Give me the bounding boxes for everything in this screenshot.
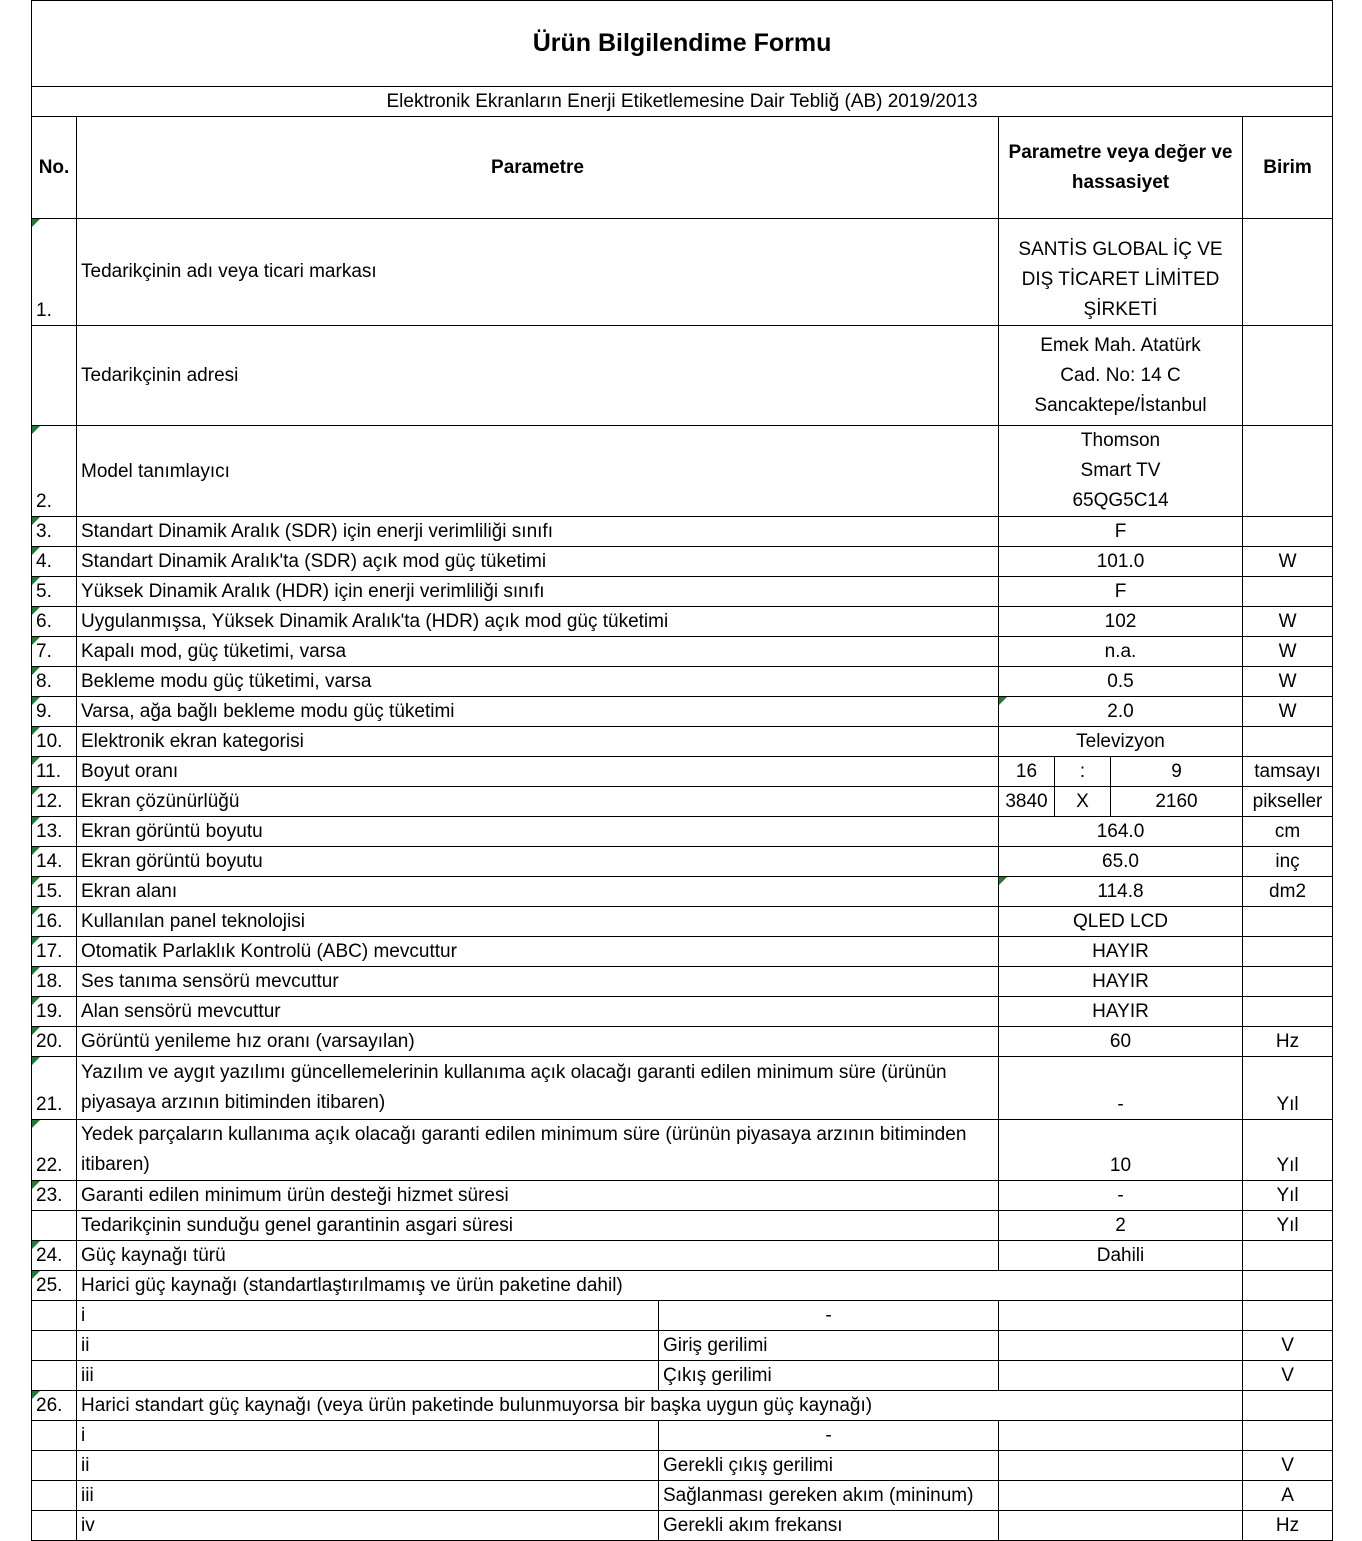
row-no bbox=[32, 1211, 77, 1241]
cell-marker bbox=[32, 697, 40, 705]
row-param: Elektronik ekran kategorisi bbox=[77, 727, 999, 757]
aspect-separator: : bbox=[1055, 757, 1111, 787]
row-unit: W bbox=[1243, 667, 1333, 697]
row-no-text: 9. bbox=[36, 701, 52, 722]
row-value: QLED LCD bbox=[999, 907, 1243, 937]
row-value: 2 bbox=[999, 1211, 1243, 1241]
row-no-text: 5. bbox=[36, 581, 52, 602]
row-unit bbox=[1243, 1391, 1333, 1421]
cell-marker bbox=[32, 577, 40, 585]
row-value: HAYIR bbox=[999, 997, 1243, 1027]
row-param: Ekran görüntü boyutu bbox=[77, 847, 999, 877]
row-no bbox=[32, 907, 77, 937]
row-value: - bbox=[999, 1057, 1243, 1120]
row-unit: V bbox=[1243, 1451, 1333, 1481]
cell-marker bbox=[32, 219, 40, 227]
sub-index: iii bbox=[77, 1481, 659, 1511]
row-value: 60 bbox=[999, 1027, 1243, 1057]
row-no-text: 23. bbox=[36, 1185, 63, 1206]
row-no-text: 7. bbox=[36, 641, 52, 662]
row-no bbox=[32, 1120, 77, 1181]
cell-marker bbox=[32, 1057, 40, 1065]
row-param: Tedarikçinin sunduğu genel garantinin asgari süresi bbox=[77, 1211, 999, 1241]
row-unit: A bbox=[1243, 1481, 1333, 1511]
row-unit: V bbox=[1243, 1331, 1333, 1361]
cell-marker bbox=[32, 1241, 40, 1249]
row-param: Standart Dinamik Aralık (SDR) için enerji verimliliği sınıfı bbox=[77, 517, 999, 547]
cell-marker bbox=[32, 727, 40, 735]
row-value: 101.0 bbox=[999, 547, 1243, 577]
cell-marker bbox=[32, 1027, 40, 1035]
row-param: Harici standart güç kaynağı (veya ürün paketinde bulunmuyorsa bir başka uygun güç kaynağı) bbox=[77, 1391, 1243, 1421]
sub-label: - bbox=[659, 1421, 999, 1451]
row-value: 102 bbox=[999, 607, 1243, 637]
row-param: Yedek parçaların kullanıma açık olacağı garanti edilen minimum süre (ürünün piyasaya arzının bitiminden itibaren) bbox=[77, 1120, 999, 1181]
aspect-height: 9 bbox=[1111, 757, 1243, 787]
row-unit bbox=[1243, 727, 1333, 757]
row-unit: Hz bbox=[1243, 1511, 1333, 1541]
row-value: F bbox=[999, 577, 1243, 607]
row-param: Otomatik Parlaklık Kontrolü (ABC) mevcuttur bbox=[77, 937, 999, 967]
row-param: Kullanılan panel teknolojisi bbox=[77, 907, 999, 937]
row-value: Thomson Smart TV 65QG5C14 bbox=[999, 426, 1243, 517]
cell-marker bbox=[32, 817, 40, 825]
sub-value bbox=[999, 1301, 1243, 1331]
row-value: Dahili bbox=[999, 1241, 1243, 1271]
resolution-separator: X bbox=[1055, 787, 1111, 817]
row-unit: Yıl bbox=[1243, 1211, 1333, 1241]
sub-label: Çıkış gerilimi bbox=[659, 1361, 999, 1391]
row-param: Alan sensörü mevcuttur bbox=[77, 997, 999, 1027]
row-no bbox=[32, 1271, 77, 1301]
row-no bbox=[32, 1511, 77, 1541]
sub-index: ii bbox=[77, 1451, 659, 1481]
row-param: Garanti edilen minimum ürün desteği hizmet süresi bbox=[77, 1181, 999, 1211]
row-no bbox=[32, 1301, 77, 1331]
row-param: Yüksek Dinamik Aralık (HDR) için enerji verimliliği sınıfı bbox=[77, 577, 999, 607]
sub-value bbox=[999, 1421, 1243, 1451]
row-no bbox=[32, 517, 77, 547]
row-unit: V bbox=[1243, 1361, 1333, 1391]
row-value: Emek Mah. Atatürk Cad. No: 14 C Sancaktepe/İstanbul bbox=[999, 326, 1243, 426]
row-value: 65.0 bbox=[999, 847, 1243, 877]
row-no-text: 13. bbox=[36, 821, 63, 842]
row-unit: Yıl bbox=[1243, 1181, 1333, 1211]
row-no-text: 8. bbox=[36, 671, 52, 692]
row-unit bbox=[1243, 577, 1333, 607]
row-param: Güç kaynağı türü bbox=[77, 1241, 999, 1271]
row-unit: Yıl bbox=[1243, 1120, 1333, 1181]
row-no bbox=[32, 1481, 77, 1511]
sub-index: iii bbox=[77, 1361, 659, 1391]
row-no bbox=[32, 1391, 77, 1421]
row-no-text: 10. bbox=[36, 731, 63, 752]
row-param: Kapalı mod, güç tüketimi, varsa bbox=[77, 637, 999, 667]
sub-index: i bbox=[77, 1301, 659, 1331]
row-no bbox=[32, 877, 77, 907]
sub-value bbox=[999, 1511, 1243, 1541]
cell-marker bbox=[32, 667, 40, 675]
row-no bbox=[32, 1057, 77, 1120]
row-unit bbox=[1243, 997, 1333, 1027]
row-value: 0.5 bbox=[999, 667, 1243, 697]
row-no-text: 3. bbox=[36, 521, 52, 542]
row-no bbox=[32, 667, 77, 697]
row-no-text: 12. bbox=[36, 791, 63, 812]
row-no bbox=[32, 547, 77, 577]
row-no bbox=[32, 326, 77, 426]
row-no-text: 19. bbox=[36, 1001, 63, 1022]
row-value: SANTİS GLOBAL İÇ VE DIŞ TİCARET LİMİTED ŞİRKETİ bbox=[999, 219, 1243, 326]
header-deger: Parametre veya değer ve hassasiyet bbox=[999, 117, 1243, 219]
form-subtitle: Elektronik Ekranların Enerji Etiketlemesine Dair Tebliğ (AB) 2019/2013 bbox=[32, 87, 1333, 117]
row-no-text: 14. bbox=[36, 851, 63, 872]
row-unit bbox=[1243, 907, 1333, 937]
row-value: 164.0 bbox=[999, 817, 1243, 847]
cell-marker bbox=[32, 1271, 40, 1279]
row-value bbox=[999, 697, 1243, 727]
row-unit: Yıl bbox=[1243, 1057, 1333, 1120]
row-no bbox=[32, 847, 77, 877]
row-no bbox=[32, 727, 77, 757]
cell-marker bbox=[999, 877, 1007, 885]
row-unit bbox=[1243, 326, 1333, 426]
resolution-width: 3840 bbox=[999, 787, 1055, 817]
row-param: Bekleme modu güç tüketimi, varsa bbox=[77, 667, 999, 697]
row-no bbox=[32, 577, 77, 607]
row-unit: W bbox=[1243, 637, 1333, 667]
row-no bbox=[32, 967, 77, 997]
row-no-text: 22. bbox=[36, 1155, 63, 1176]
cell-marker bbox=[32, 426, 40, 434]
row-no-text: 18. bbox=[36, 971, 63, 992]
row-param: Ses tanıma sensörü mevcuttur bbox=[77, 967, 999, 997]
cell-marker bbox=[32, 997, 40, 1005]
sub-label: Giriş gerilimi bbox=[659, 1331, 999, 1361]
row-unit: inç bbox=[1243, 847, 1333, 877]
sub-index: i bbox=[77, 1421, 659, 1451]
row-no bbox=[32, 817, 77, 847]
row-no bbox=[32, 697, 77, 727]
sub-label: Gerekli akım frekansı bbox=[659, 1511, 999, 1541]
row-unit: pikseller bbox=[1243, 787, 1333, 817]
row-value: n.a. bbox=[999, 637, 1243, 667]
row-no bbox=[32, 1241, 77, 1271]
sub-label: Gerekli çıkış gerilimi bbox=[659, 1451, 999, 1481]
row-no-text: 15. bbox=[36, 881, 63, 902]
row-param: Ekran görüntü boyutu bbox=[77, 817, 999, 847]
resolution-height: 2160 bbox=[1111, 787, 1243, 817]
aspect-width: 16 bbox=[999, 757, 1055, 787]
cell-marker bbox=[32, 787, 40, 795]
row-no-text: 24. bbox=[36, 1245, 63, 1266]
row-no-text: 26. bbox=[36, 1395, 63, 1416]
product-info-table bbox=[31, 0, 1333, 1541]
row-no bbox=[32, 757, 77, 787]
row-unit: cm bbox=[1243, 817, 1333, 847]
sub-value bbox=[999, 1481, 1243, 1511]
header-birim: Birim bbox=[1243, 117, 1333, 219]
cell-marker bbox=[32, 517, 40, 525]
cell-marker bbox=[32, 637, 40, 645]
sub-value bbox=[999, 1361, 1243, 1391]
row-no-text: 17. bbox=[36, 941, 63, 962]
row-unit bbox=[1243, 1241, 1333, 1271]
row-no bbox=[32, 1027, 77, 1057]
row-value: - bbox=[999, 1181, 1243, 1211]
row-no bbox=[32, 997, 77, 1027]
cell-marker bbox=[32, 907, 40, 915]
sub-value bbox=[999, 1451, 1243, 1481]
sub-label: - bbox=[659, 1301, 999, 1331]
row-no bbox=[32, 426, 77, 517]
row-param: Varsa, ağa bağlı bekleme modu güç tüketimi bbox=[77, 697, 999, 727]
sub-value bbox=[999, 1331, 1243, 1361]
row-unit: W bbox=[1243, 607, 1333, 637]
row-no-text: 21. bbox=[36, 1094, 63, 1115]
row-value: HAYIR bbox=[999, 937, 1243, 967]
row-unit bbox=[1243, 1421, 1333, 1451]
row-no-text: 20. bbox=[36, 1031, 63, 1052]
row-unit: Hz bbox=[1243, 1027, 1333, 1057]
row-unit: dm2 bbox=[1243, 877, 1333, 907]
row-unit bbox=[1243, 967, 1333, 997]
row-param: Standart Dinamik Aralık'ta (SDR) açık mod güç tüketimi bbox=[77, 547, 999, 577]
row-unit bbox=[1243, 1301, 1333, 1331]
row-no bbox=[32, 607, 77, 637]
row-param: Boyut oranı bbox=[77, 757, 999, 787]
sub-index: iv bbox=[77, 1511, 659, 1541]
cell-marker bbox=[32, 607, 40, 615]
cell-marker bbox=[32, 1391, 40, 1399]
form-title: Ürün Bilgilendime Formu bbox=[32, 1, 1333, 87]
cell-marker bbox=[32, 937, 40, 945]
row-value: Televizyon bbox=[999, 727, 1243, 757]
row-no bbox=[32, 1451, 77, 1481]
row-unit bbox=[1243, 937, 1333, 967]
row-no bbox=[32, 1361, 77, 1391]
sub-index: ii bbox=[77, 1331, 659, 1361]
cell-marker bbox=[32, 1120, 40, 1128]
row-param: Yazılım ve aygıt yazılımı güncellemelerinin kullanıma açık olacağı garanti edilen minimum süre (ürünün piyasaya arzının bitiminden itibaren) bbox=[77, 1057, 999, 1120]
row-unit: W bbox=[1243, 697, 1333, 727]
cell-marker bbox=[32, 847, 40, 855]
row-no bbox=[32, 1331, 77, 1361]
row-param: Tedarikçinin adresi bbox=[77, 326, 999, 426]
row-no bbox=[32, 1421, 77, 1451]
row-no-text: 4. bbox=[36, 551, 52, 572]
cell-marker bbox=[32, 967, 40, 975]
row-param: Görüntü yenileme hız oranı (varsayılan) bbox=[77, 1027, 999, 1057]
row-param: Harici güç kaynağı (standartlaştırılmamış ve ürün paketine dahil) bbox=[77, 1271, 1243, 1301]
row-unit bbox=[1243, 1271, 1333, 1301]
row-value-text: 114.8 bbox=[1097, 881, 1144, 902]
row-param: Ekran alanı bbox=[77, 877, 999, 907]
header-parametre: Parametre bbox=[77, 117, 999, 219]
row-param: Ekran çözünürlüğü bbox=[77, 787, 999, 817]
cell-marker bbox=[32, 1181, 40, 1189]
row-unit bbox=[1243, 517, 1333, 547]
row-no-text: 2. bbox=[36, 491, 52, 512]
row-unit bbox=[1243, 426, 1333, 517]
row-param: Tedarikçinin adı veya ticari markası bbox=[77, 219, 999, 326]
row-value bbox=[999, 877, 1243, 907]
cell-marker bbox=[999, 697, 1007, 705]
row-value: HAYIR bbox=[999, 967, 1243, 997]
row-no bbox=[32, 1181, 77, 1211]
row-value: 10 bbox=[999, 1120, 1243, 1181]
sub-label: Sağlanması gereken akım (mininum) bbox=[659, 1481, 999, 1511]
row-value-text: 2.0 bbox=[1107, 701, 1134, 722]
row-unit bbox=[1243, 219, 1333, 326]
cell-marker bbox=[32, 547, 40, 555]
row-no-text: 25. bbox=[36, 1275, 63, 1296]
cell-marker bbox=[32, 757, 40, 765]
row-unit: tamsayı bbox=[1243, 757, 1333, 787]
row-no bbox=[32, 787, 77, 817]
header-no: No. bbox=[32, 117, 77, 219]
row-no bbox=[32, 937, 77, 967]
row-no bbox=[32, 637, 77, 667]
row-param: Model tanımlayıcı bbox=[77, 426, 999, 517]
row-no-text: 1. bbox=[36, 300, 52, 321]
row-no-text: 16. bbox=[36, 911, 63, 932]
row-unit: W bbox=[1243, 547, 1333, 577]
row-param: Uygulanmışsa, Yüksek Dinamik Aralık'ta (HDR) açık mod güç tüketimi bbox=[77, 607, 999, 637]
row-no bbox=[32, 219, 77, 326]
row-value: F bbox=[999, 517, 1243, 547]
cell-marker bbox=[32, 877, 40, 885]
row-no-text: 11. bbox=[36, 761, 62, 782]
row-no-text: 6. bbox=[36, 611, 52, 632]
